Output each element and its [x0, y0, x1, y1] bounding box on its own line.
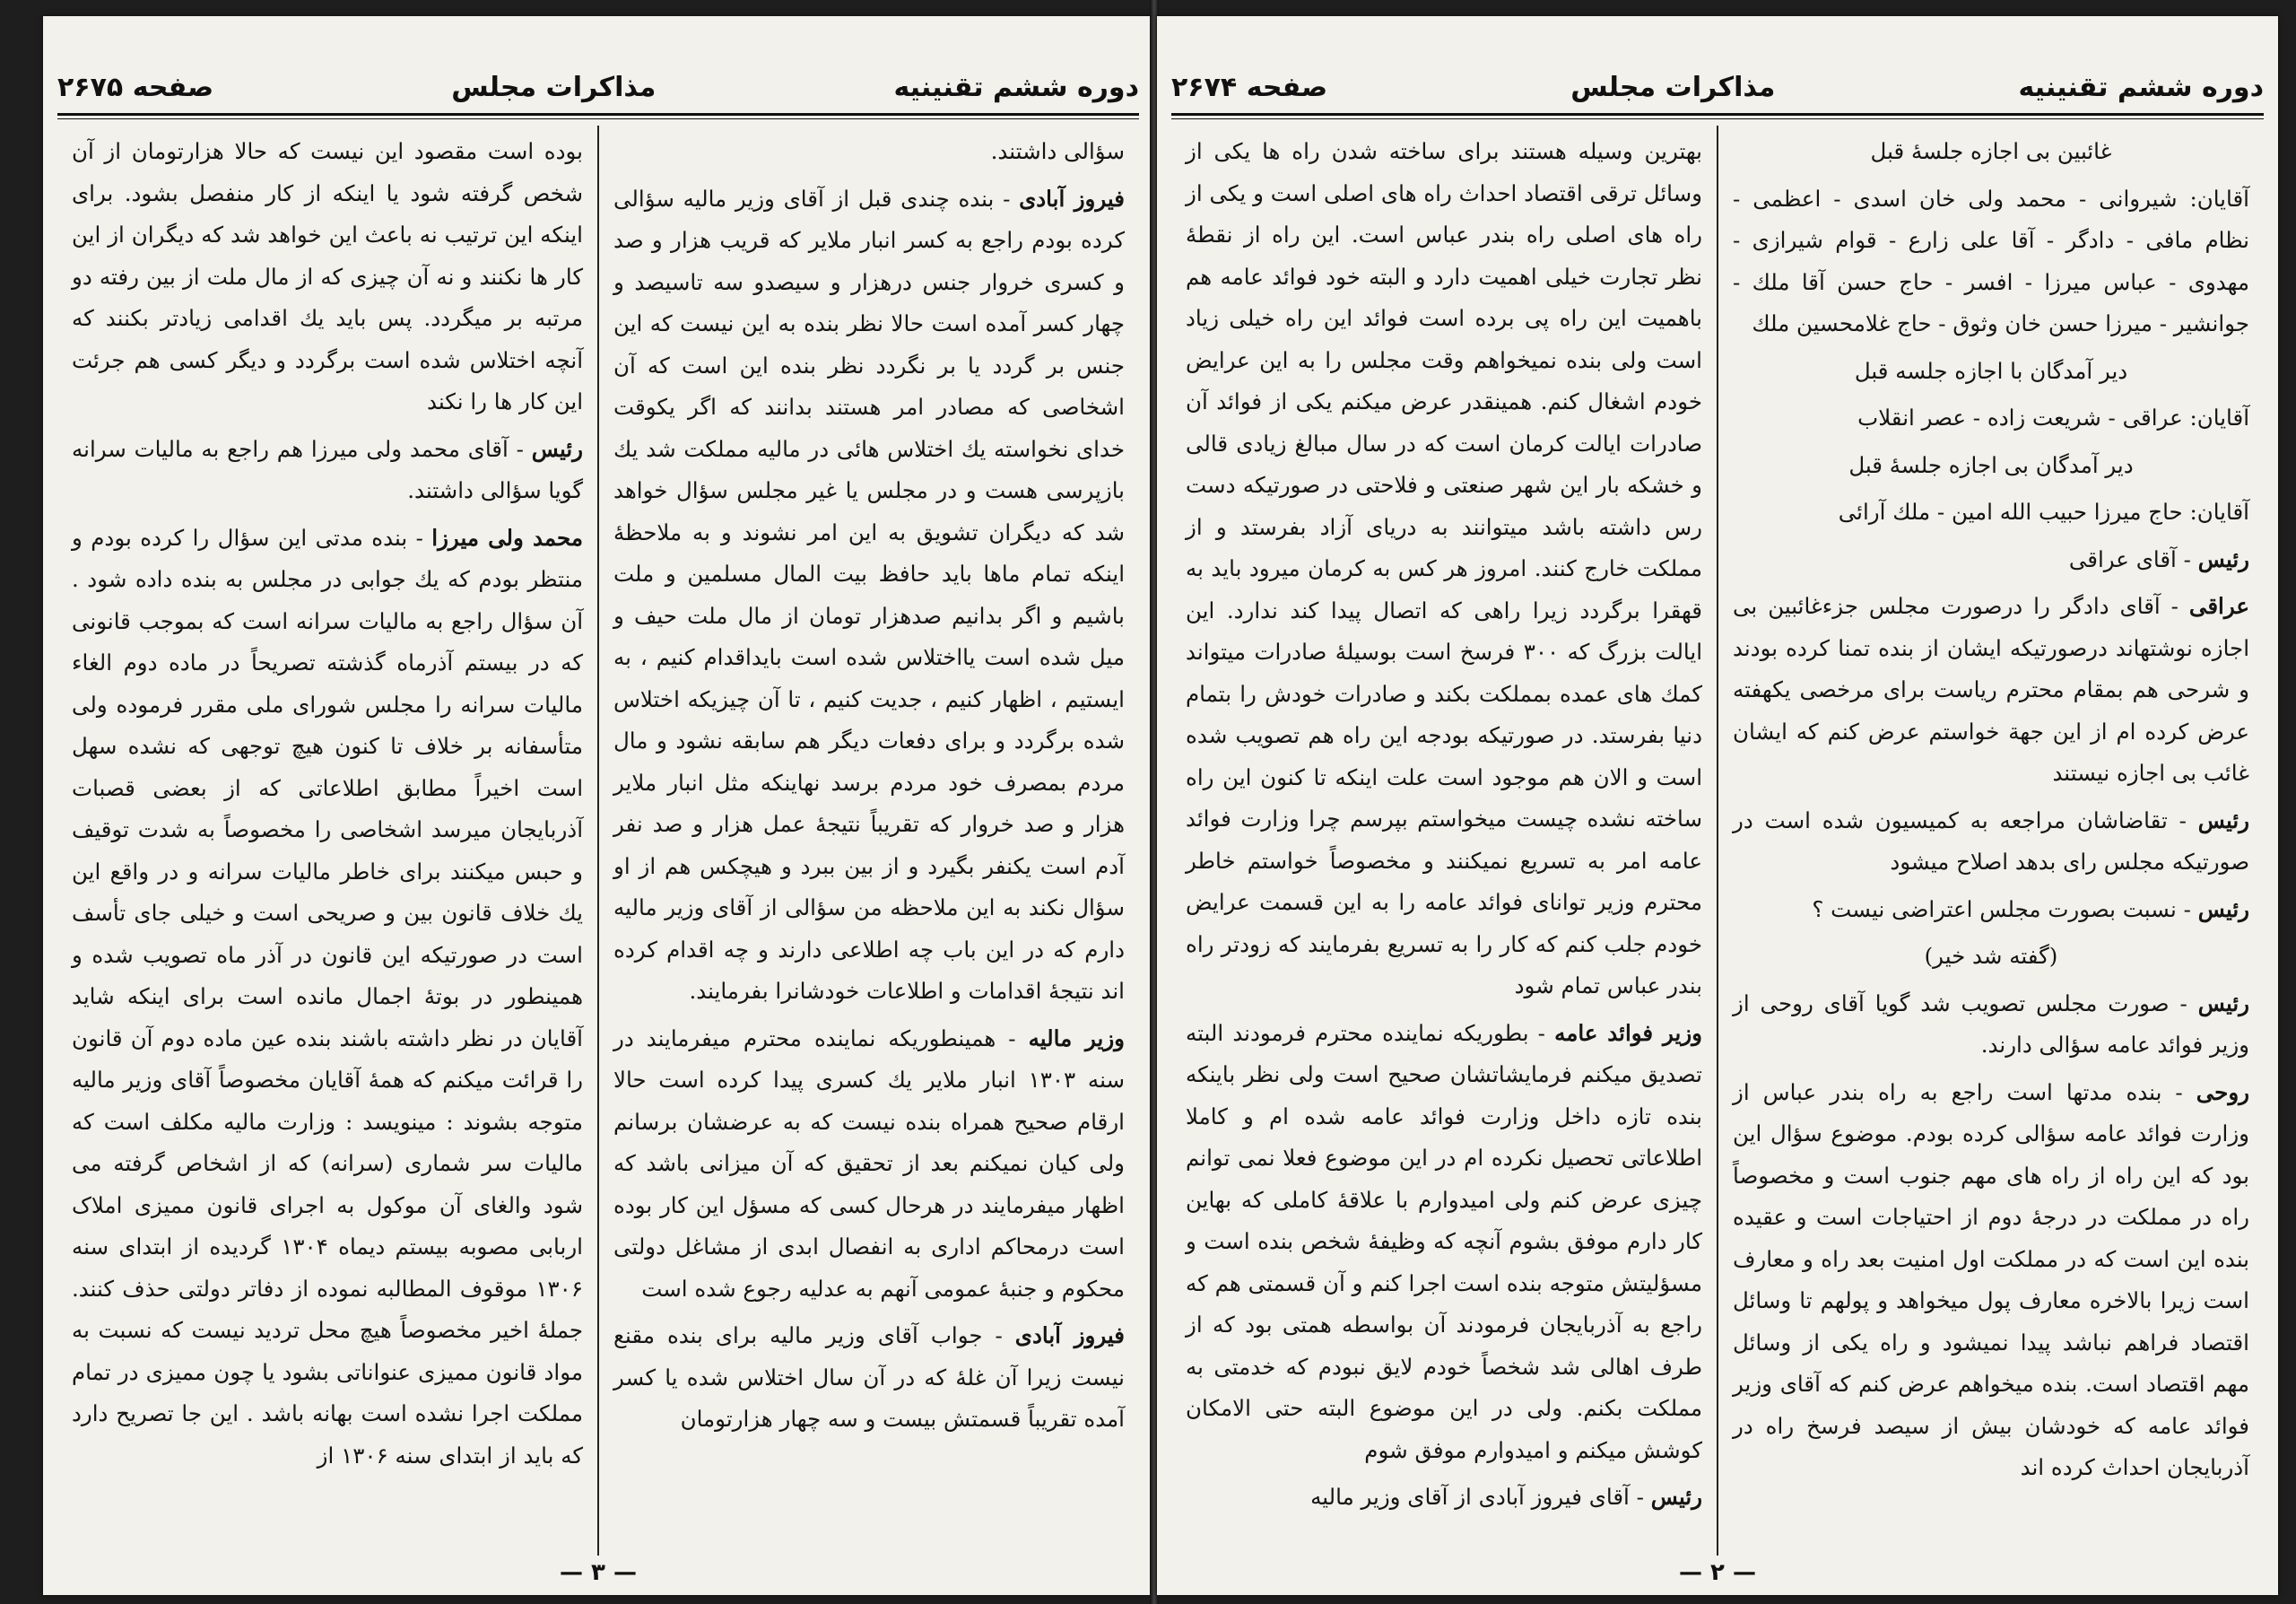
- paragraph: [1186, 131, 1702, 1007]
- page-2675: [43, 16, 1153, 1595]
- speaker-name: رئیس: [2197, 806, 2249, 833]
- page-number: صفحه ۲۶۷۵: [57, 71, 214, 103]
- speech-paragraph: [72, 518, 583, 1478]
- speech-paragraph: [1733, 889, 2249, 931]
- paragraph: [1733, 936, 2249, 978]
- speech-paragraph: [1186, 1477, 1702, 1519]
- speech-paragraph: [72, 429, 583, 512]
- page-footer: — ۲ —: [1679, 1559, 1756, 1586]
- speech-paragraph: [1733, 800, 2249, 884]
- page-2674: [1157, 16, 2278, 1595]
- paragraph-text: دیر آمدگان با اجازه جلسه قبل: [1854, 357, 2128, 384]
- paragraph-text: - بنده مدتی این سؤال را کرده بودم و منتظر بودم که یك جوابی در مجلس به بنده داده شود . آن سؤال راجع به مالیات سرانه است که بموجب قانونی که در بیستم آذرماه گذشته تصریحاً در ماده دوم الغاء مالیات سرانه را مجلس شورای ملی مقرر فرموده ولی متأسفانه بر خلاف تا کنون هیچ توجهی که نشده سهل است اخیراً مطابق اطلاعاتی که از بعضی قصبات آذربایجان میرسد اشخاصی را مخصوصاً به شدت توقیف و حبس میکنند برای خاطر مالیات سرانه و در واقع این یك خلاف قانون بین و صریحی است و خیلی جای تأسف است در صورتیکه این قانون در آذر ماه تصویب شده و همینطور در بوتهٔ اجمال مانده است برای اینکه شاید آقایان در نظر داشته باشند بنده عین ماده دوم آن قانون را قرائت میکنم که همهٔ آقایان مخصوصاً آقای وزیر مالیه متوجه بشوند : مینویسد : وزارت مالیه مکلف است که مالیات سر شماری (سرانه) که از اشخاص گرفته می شود والغای آن موکول به اجرای قانون ممیزی املاک اربابی مصوبه بیستم دیماه ۱۳۰۴ گردیده از ابتدای سنه ۱۳۰۶ موقوف المطالبه نموده از دفاتر دولتی حذف کنند. جملهٔ اخیر مخصوصاً هیچ محل تردید نیست که نسبت به مواد قانون ممیزی عنواناتی بشود یا چون ممیزی در تمام مملکت اجرا نشده است بهانه باشد . این جا تصریح دارد که باید از ابتدای سنه ۱۳۰۶ از: [72, 524, 583, 1469]
- speaker-name: رئیس: [2197, 545, 2249, 572]
- paragraph-text: آقایان: عراقی - شریعت زاده - عصر انقلاب: [1857, 405, 2249, 431]
- paragraph-text: - همینطوریکه نماینده محترم میفرمایند در سنه ۱۳۰۳ انبار ملایر یك کسری پیدا کرده است حالا ارقام صحیح همراه بنده نیست که به عرضشان برسانم ولی کیان نمیکنم بعد از تحقیق که آن میزانی باشد که اظهار میفرمایند در هرحال کسی که مسؤل این کار بوده است درمحاکم اداری به انفصال ابدی از مشاغل دولتی محکوم و جنبهٔ عمومی آنهم به عدلیه رجوع شده است: [613, 1024, 1125, 1302]
- paragraph-text: - بنده چندی قبل از آقای وزیر مالیه سؤالی کرده بودم راجع به کسر انبار ملایر که قریب هزار و صد و کسری خروار جنس درهزار و سیصدو سه تاسیصد و چهار کسر آمده است حالا نظر بنده به این نیست که این جنس بر گردد یا بر نگردد نظر بنده این است که آن اشخاصی که مصادر امر هستند بدانند که اگر یکوقت خدای نخواسته یك اختلاس هائی در مالیه مملکت شد یك بازپرسی هست و در مجلس یا غیر مجلس سؤال خواهد شد که دیگران تشویق به این امر نشوند و به ملاحظهٔ اینکه تمام ماها باید حافظ بیت المال مسلمین و ملت باشیم و اگر بدانیم صدهزار تومان از مال ملت حیف و میل شده است یااختلاس شده است بایداقدام کنیم ، به ایستیم ، اظهار کنیم ، جدیت کنیم ، تا آن چیزیکه اختلاس شده برگردد و برای دفعات دیگر هم سابقه نشود و مال مردم بمصرف خود مردم برسد نهاینکه مثل انبار ملایر هزار و صد خروار که تقریباً نتیجهٔ عمل هزار و صد نفر آدم است یکنفر بگیرد و از بین ببرد و هیچکس هم از او سؤال نکند به این ملاحظه من سؤالی از آقای وزیر مالیه دارم که در این باب چه اطلاعی دارند و چه اقدام کرده اند نتیجهٔ اقدامات و اطلاعات خودشانرا بفرمایند.: [613, 185, 1125, 1004]
- page-footer: — ۳ —: [560, 1559, 637, 1586]
- speech-paragraph: [613, 1315, 1125, 1441]
- paragraph-text: - آقای دادگر را درصورت مجلس جزءغائبین بی اجازه نوشتهاند درصورتیکه ایشان از بنده تمنا کرده بودند و شرحی هم بمقام محترم ریاست برای مرخصی یکهفته عرض کرده ام از این جهة خواستم عرض کنم که ایشان غائب بی اجازه نیستند: [1733, 593, 2249, 786]
- paragraph-text: سؤالی داشتند.: [990, 138, 1125, 164]
- speech-paragraph: [1733, 983, 2249, 1067]
- header-rule: [1171, 113, 2264, 116]
- paragraph: [1733, 351, 2249, 393]
- text-column: [59, 126, 596, 1556]
- paragraph-text: بهترین وسیله هستند برای ساخته شدن راه ها یکی از وسائل ترقی اقتصاد احداث راه های اصلی است و یکی از راه های اصلی راه بندر عباس است. این راه از نقطهٔ نظر تجارت خیلی اهمیت دارد و البته خود فوائد عامه هم باهمیت این راه پی برده است فوائد این راه خیلی زیاد است ولی بنده نمیخواهم وقت مجلس را به این عرایض خودم اشغال کنم. همینقدر عرض میکنم یکی از فوائد آن صادرات ایالت کرمان است که در سال مبالغ زیادی قالی و خشکه بار این شهر صنعتی و فلاحتی در صورتیکه دست رس داشته باشد میتوانند به دریای آزاد بفرستد و از مملکت خارج کنند. امروز هر کس به کرمان میرود باید به قهقرا برگردد زیرا راهی که اتصال پیدا کند ندارد. این ایالت بزرگ که ۳۰۰ فرسخ است بوسیلهٔ صادرات میتواند کمك های عمده بمملکت بکند و صادرات خودش را بتمام دنیا بفرستد. در صورتیکه بودجه این راه هم تصویب شده است و الان هم موجود است علت اینکه تا کنون این راه ساخته نشده چیست میخواستم بپرسم چرا وزارت فوائد عامه امر به تسریع نمیکنند و مخصوصاً خواستم خاطر محترم وزیر توانای فوائد عامه را به این قسمت عرایض خودم جلب کنم که کار را به تسریع بفرمایند که زودتر راه بندر عباس تمام شود: [1186, 138, 1703, 998]
- paragraph-text: (گفته شد خیر): [1924, 943, 2058, 969]
- paragraph: [1733, 397, 2249, 440]
- paragraph-text: - بطوریکه نماینده محترم فرمودند البته تصدیق میکنم فرمایشاتشان صحیح است ولی نظر باینکه بنده تازه داخل وزارت فوائد عامه شده ام و کاملا اطلاعاتی تحصیل نکرده ام در این موضوع فعلا نمی توانم چیزی عرض کنم ولی امیدوارم با علاقهٔ کاملی که بهاین کار دارم موفق بشوم آنچه که وظیفهٔ شخص بنده است و مسؤلیتش متوجه بنده است اجرا کنم و آن قسمتی هم که راجع به آذربایجان فرمودند آن بواسطه همتی بود که از طرف اهالی شد شخصاً خودم لایق نبودم که خدمتی به مملکت بکنم. ولی در این موضوع البته حتی الامکان کوشش میکنم و امیدوارم موفق شوم: [1186, 1019, 1702, 1463]
- page-number: صفحه ۲۶۷۴: [1171, 71, 1328, 103]
- paragraph-text: - تقاضاشان مراجعه به کمیسیون شده است در صورتیکه مجلس رای بدهد اصلاح میشود: [1733, 806, 2249, 875]
- speaker-name: رئیس: [531, 435, 583, 462]
- speaker-name: وزیر فوائد عامه: [1554, 1019, 1703, 1046]
- header-rule-thin: [1171, 118, 2264, 119]
- paragraph: [1733, 445, 2249, 487]
- running-title: مذاکرات مجلس: [451, 71, 657, 103]
- paragraph: [72, 131, 583, 423]
- text-column: [601, 126, 1137, 1556]
- paragraph-text: غائبین بی اجازه جلسهٔ قبل: [1870, 138, 2112, 164]
- paragraph: [1733, 179, 2249, 345]
- speaker-name: رئیس: [2197, 989, 2249, 1016]
- speaker-name: عراقی: [2188, 593, 2249, 619]
- speaker-name: رئیس: [2197, 895, 2249, 922]
- paragraph: [1733, 131, 2249, 173]
- paragraph: [1733, 492, 2249, 534]
- paragraph-text: - آقای فیروز آبادی از آقای وزیر مالیه: [1310, 1484, 1651, 1510]
- text-columns: [59, 126, 1137, 1556]
- paragraph-text: - بنده مدتها است راجع به راه بندر عباس از وزارت فوائد عامه سؤالی کرده بودم. موضوع سؤال این بود که این راه از راه های مهم جنوب است و مخصوصاً راه در مملکت در درجهٔ دوم از احتیاجات است و عقیده بنده این است که در مملکت اول امنیت بعد راه و معارف است زیرا بالاخره معارف پول میخواهد و پولهم تا وسائل اقتصاد فراهم نباشد پیدا نمیشود و راه یکی از وسائل مهم اقتصاد است. بنده میخواهم عرض کنم که آقای وزیر فوائد عامه که خودشان بیش از سیصد فرسخ راه در آذربایجان احداث کرده اند: [1733, 1078, 2249, 1480]
- running-title: مذاکرات مجلس: [1570, 71, 1776, 103]
- page-header: [57, 59, 1139, 115]
- session-title: دوره ششم تقنینیه: [893, 71, 1139, 103]
- column-divider: [1717, 126, 1718, 1556]
- paragraph-text: آقایان: حاج میرزا حبیب الله امین - ملك آرائی: [1838, 499, 2249, 525]
- text-column: [1173, 126, 1715, 1556]
- speaker-name: روحی: [2196, 1078, 2249, 1105]
- header-rule-thin: [57, 118, 1139, 119]
- paragraph-text: بوده است مقصود این نیست که حالا هزارتومان از آن شخص گرفته شود یا اینکه از کار منفصل بشود. برای اینکه این ترتیب نه باعث این خواهد شد که دیگران از این کار ها نکنند و نه آن چیزی که از مال ملت از بین رفته دو مرتبه بر میگردد. پس باید یك اقدامی زیادتر بکنند که آنچه اختلاس شده است برگردد و دیگر کسی هم جرئت این کار ها را نکند: [72, 138, 583, 414]
- paragraph: [613, 131, 1125, 173]
- speaker-name: فیروز آبادی: [1014, 1322, 1125, 1348]
- column-divider: [597, 126, 599, 1556]
- text-column: [1720, 126, 2262, 1556]
- speaker-name: محمد ولی میرزا: [431, 524, 583, 551]
- paragraph-text: - صورت مجلس تصویب شد گویا آقای روحی از وزیر فوائد عامه سؤالی دارند.: [1733, 989, 2249, 1058]
- paragraph-text: دیر آمدگان بی اجازه جلسهٔ قبل: [1848, 451, 2134, 478]
- paragraph-text: - آقای محمد ولی میرزا هم راجع به مالیات سرانه گویا سؤالی داشتند.: [72, 435, 583, 503]
- paragraph-text: - جواب آقای وزیر مالیه برای بنده مقنع نیست زیرا آن غلهٔ که در آن سال اختلاس شده یا کسر آمده تقریباً قسمتش بیست و سه چهار هزارتومان: [613, 1322, 1125, 1432]
- speech-paragraph: [1186, 1013, 1702, 1472]
- text-columns: [1173, 126, 2262, 1556]
- page-header: [1171, 59, 2264, 115]
- speech-paragraph: [613, 179, 1125, 1013]
- paragraph-text: - آقای عراقی: [2068, 545, 2198, 572]
- paragraph-text: آقایان: شیروانی - محمد ولی خان اسدی - اعظمی - نظام مافی - دادگر - آقا علی زارع - قوام شیرازی - مهدوی - عباس میرزا - افسر - حاج حسن آقا ملك - جوانشیر - میرزا حسن خان وثوق - حاج غلامحسین ملك: [1733, 185, 2249, 336]
- session-title: دوره ششم تقنینیه: [2018, 71, 2264, 103]
- speaker-name: رئیس: [1650, 1484, 1702, 1510]
- paragraph-text: - نسبت بصورت مجلس اعتراضی نیست ؟: [1812, 895, 2198, 922]
- speaker-name: وزیر مالیه: [1028, 1024, 1125, 1051]
- header-rule: [57, 113, 1139, 116]
- speech-paragraph: [1733, 1072, 2249, 1489]
- speaker-name: فیروز آبادی: [1019, 185, 1125, 212]
- speech-paragraph: [1733, 539, 2249, 581]
- speech-paragraph: [613, 1018, 1125, 1311]
- speech-paragraph: [1733, 586, 2249, 795]
